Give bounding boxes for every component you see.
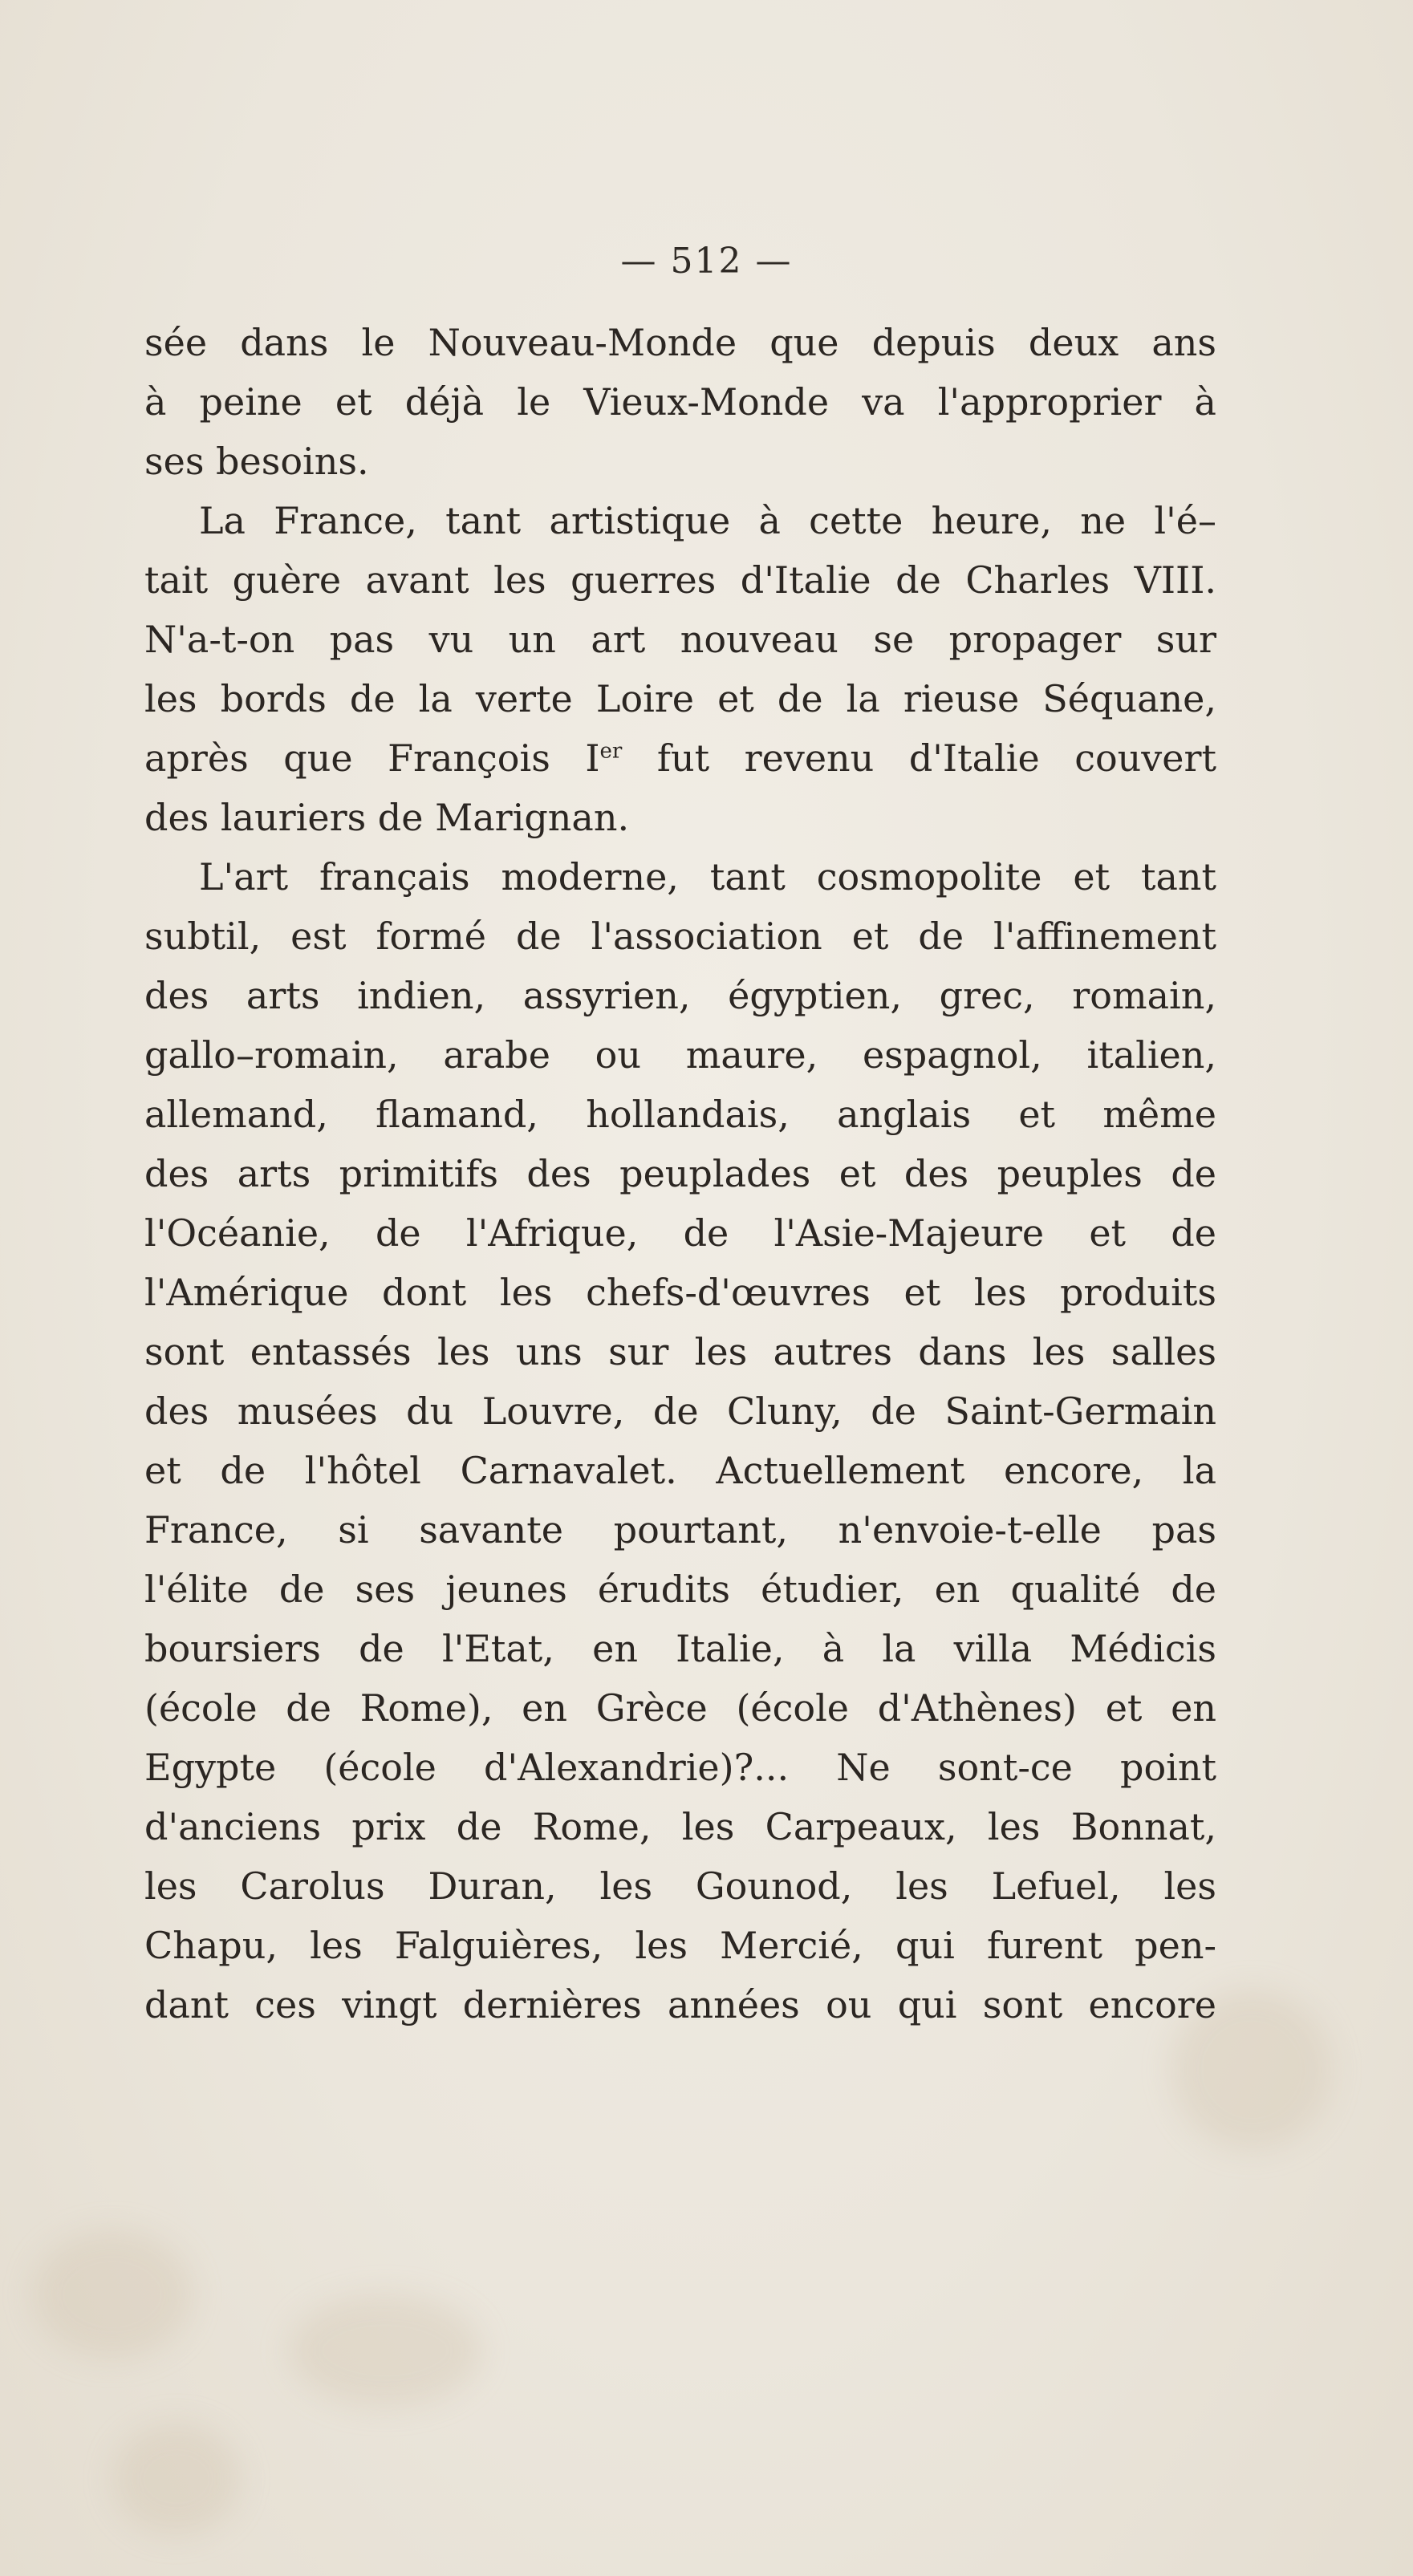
text-line <box>144 728 1216 788</box>
text-line: boursiers de l'Etat, en Italie, à la villa Médicis <box>144 1627 1216 1670</box>
text-line: France, si savante pourtant, n'envoie-t-elle pas <box>144 1508 1216 1552</box>
text-line: à peine et déjà le Vieux-Monde va l'approprier à <box>144 380 1216 424</box>
paper-stain <box>289 2294 481 2407</box>
text-segment: fut revenu d'Italie couvert <box>622 736 1216 780</box>
text-line: l'Amérique dont les chefs-d'œuvres et les produits <box>144 1271 1216 1314</box>
text-line: sont entassés les uns sur les autres dans les salles <box>144 1330 1216 1373</box>
text-line: La France, tant artistique à cette heure, ne l'é– <box>199 499 1216 542</box>
text-line: l'Océanie, de l'Afrique, de l'Asie-Majeure et de <box>144 1211 1216 1255</box>
paper-stain <box>112 2423 241 2535</box>
text-line: N'a-t-on pas vu un art nouveau se propager sur <box>144 618 1216 661</box>
text-line: les bords de la verte Loire et de la rieuse Séquane, <box>144 677 1216 720</box>
text-line: subtil, est formé de l'association et de l'affinement <box>144 915 1216 958</box>
text-line: d'anciens prix de Rome, les Carpeaux, les Bonnat, <box>144 1805 1216 1848</box>
page-number: — 512 — <box>620 241 793 282</box>
text-line: Chapu, les Falguières, les Mercié, qui furent pen- <box>144 1924 1216 1967</box>
text-line: des arts primitifs des peuplades et des peuples de <box>144 1152 1216 1195</box>
paper-stain <box>32 2230 193 2359</box>
text-line: les Carolus Duran, les Gounod, les Lefuel, les <box>144 1864 1216 1908</box>
text-segment: après que François I <box>144 736 600 780</box>
superscript: er <box>599 739 623 764</box>
text-line: ses besoins. <box>144 440 369 483</box>
text-line: des musées du Louvre, de Cluny, de Saint-Germain <box>144 1389 1216 1433</box>
text-line: des lauriers de Marignan. <box>144 796 630 839</box>
body-text <box>144 313 1216 2034</box>
text-line: Egypte (école d'Alexandrie)?... Ne sont-ce point <box>144 1746 1216 1789</box>
text-line: (école de Rome), en Grèce (école d'Athènes) et en <box>144 1686 1216 1730</box>
text-line: et de l'hôtel Carnavalet. Actuellement encore, la <box>144 1449 1216 1492</box>
text-line: sée dans le Nouveau-Monde que depuis deux ans <box>144 321 1216 364</box>
text-line: tait guère avant les guerres d'Italie de Charles VIII. <box>144 558 1216 602</box>
text-line: l'élite de ses jeunes érudits étudier, en qualité de <box>144 1568 1216 1611</box>
text-line: dant ces vingt dernières années ou qui sont encore <box>144 1983 1216 2026</box>
text-line: allemand, flamand, hollandais, anglais et même <box>144 1093 1216 1136</box>
text-line: L'art français moderne, tant cosmopolite et tant <box>199 855 1216 899</box>
text-line: des arts indien, assyrien, égyptien, grec, romain, <box>144 974 1216 1017</box>
text-line: gallo–romain, arabe ou maure, espagnol, italien, <box>144 1033 1216 1077</box>
